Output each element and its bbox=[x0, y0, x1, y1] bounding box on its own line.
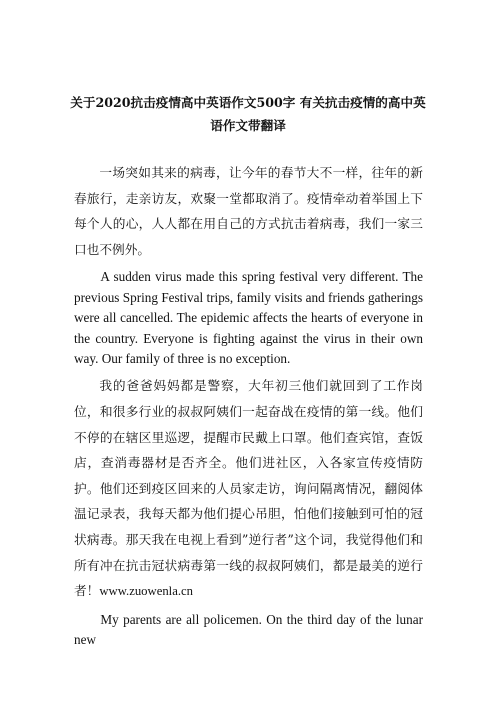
paragraph-text: A sudden virus made this spring festival very different. The previous Spring Festival trips, family visits and friends gatherings were all cancelled. The epidemic affects the hearts of everyone in the country. Everyone is fighting against the virus in their own way. Our family of three is no exception. bbox=[74, 269, 423, 366]
paragraph-english-parents bbox=[74, 610, 423, 651]
document-title: 关于2020抗击疫情高中英语作文500字 有关抗击疫情的高中英语作文带翻译 bbox=[70, 95, 426, 133]
paragraph-chinese-intro bbox=[74, 160, 423, 262]
paragraph-text: My parents are all policemen. On the third day of the lunar new bbox=[74, 611, 423, 648]
paragraph-text: 我的爸爸妈妈都是警察，大年初三他们就回到了工作岗位，和很多行业的叔叔阿姨们一起奋战在疫情的第一线。他们不停的在辖区里巡逻，提醒市民戴上口罩。他们查宾馆，查饭店，查消毒器材是否齐全。他们进社区，入各家宣传疫情防护。他们还到疫区回来的人员家走访，询问隔离情况，翻阅体温记录表，我每天都为他们提心吊胆，怕他们接触到可怕的冠状病毒。那天我在电视上看到”逆行者”这个词，我觉得他们和所有冲在抗击冠状病毒第一线的叔叔阿姨们，都是最美的逆行者！ bbox=[74, 378, 423, 599]
paragraph-english-intro bbox=[74, 267, 423, 369]
document-body bbox=[74, 160, 423, 651]
paragraph-chinese-parents bbox=[74, 373, 423, 604]
paragraph-text: 一场突如其来的病毒，让今年的春节大不一样，往年的新春旅行，走亲访友，欢聚一堂都取消了。疫情牵动着举国上下每个人的心，人人都在用自己的方式抗击着病毒，我们一家三口也不例外。 bbox=[74, 165, 423, 257]
source-url: www.zuowenla.cn bbox=[99, 584, 193, 599]
